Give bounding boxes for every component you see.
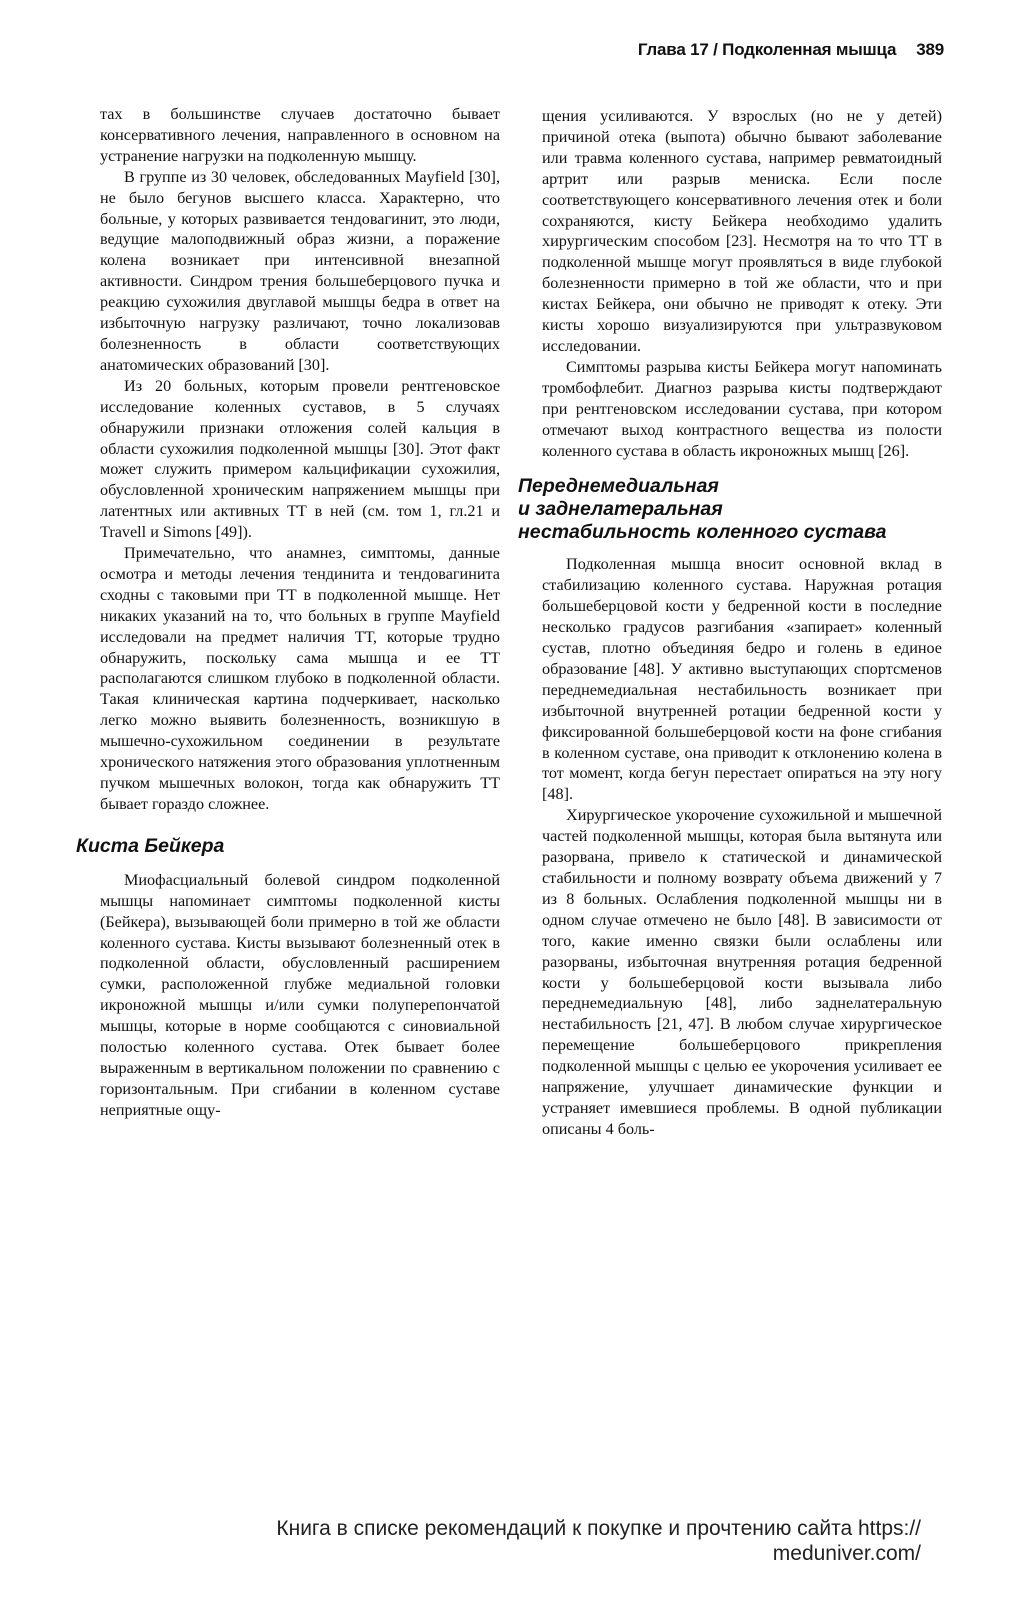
section-heading-baker-cyst: Киста Бейкера [76,834,225,857]
section-heading-knee-instability [518,475,942,544]
paragraph: Из 20 больных, которым провели рентгеновское исследование коленных суставов, в 5 случаях обнаружили признаки отложения солей кальция в области сухожилия подколенной мышцы [30]. Этот факт может служить примером кальцификации сухожилия, обусловленной хроническим напряжением мышцы при латентных или активных ТТ в ней (см. том 1, гл.21 и Travell и Simons [49]). [100,376,500,542]
page-header [580,40,944,60]
heading-line: Переднемедиальная [518,475,719,498]
paragraph: тах в большинстве случаев достаточно бывает консервативного лечения, направленного в основном на устранение нагрузки на подколенную мышцу. [100,105,500,165]
chapter-title: Глава 17 / Подколенная мышца [637,40,897,59]
paragraph: щения усиливаются. У взрослых (но не у детей) причиной отека (выпота) обычно бывают заболевание или травма коленного сустава, например ревматоидный артрит или разрыв мениска. Если после соответствующего консервативного лечения отек и боли сохраняются, кисту Бейкера необходимо удалить хирургическим способом [23]. Несмотря на то что ТТ в подколенной мышце могут проявляться в виде глубокой болезненности примерно в той же области, что и при кистах Бейкера, они обычно не приводят к отеку. Эти кисты хорошо визуализируются при ультразвуковом исследовании. [542,107,942,355]
page-number: 389 [916,40,944,59]
footer-watermark-note: Книга в списке рекомендаций к покупке и прочтению сайта https:// meduniver.com/ [276,1517,921,1565]
paragraph: В группе из 30 человек, обследованных Mayfield [30], не было бегунов высшего класса. Характерно, что больные, у которых развивается тендовагинит, это люди, ведущие малоподвижный образ жизни, а поражение колена возникает при интенсивной внезапной активности. Синдром трения большеберцового пучка и реакцию сухожилия двуглавой мышцы бедра в ответ на избыточную нагрузку различают, точно локализовав болезненность в области соответствующих анатомических образований [30]. [100,167,500,374]
heading-line: нестабильность коленного сустава [518,521,887,544]
heading-line: и заднелатеральная [518,498,723,521]
paragraph: Подколенная мышца вносит основной вклад в стабилизацию коленного сустава. Наружная ротация большеберцовой кости у бедренной кости в последние несколько градусов разгибания «запирает» коленный сустав, плотно объединяя бедро и голень в единое образование [48]. У активно выступающих спортсменов переднемедиальная нестабильность возникает при избыточной внутренней ротации бедренной кости у фиксированной большеберцовой кости на фоне сгибания в коленном суставе, она приводит к отклонению колена в тот момент, когда бегун перестает опираться на эту ногу [48]. [542,555,942,804]
right-column [518,106,942,1140]
paragraph: Хирургическое укорочение сухожильной и мышечной частей подколенной мышцы, которая была вытянута или разорвана, привело к статической и динамической стабильности и полному возврату объема движений у 7 из 8 больных. Ослабления подколенной мышцы ни в одном случае отмечено не было [48]. В зависимости от того, какие именно связки были ослаблены или разорваны, избыточная внутренняя ротация бедренной кости у большеберцовой кости вызывала либо переднемедиальную [48], либо заднелатеральную нестабильность [21, 47]. В любом случае хирургическое перемещение большеберцового прикрепления подколенной мышцы с целью ее укорочения усиливает ее напряжение, улучшает динамические функции и устраняет имевшиеся проблемы. В одной публикации описаны 4 боль- [542,806,942,1138]
paragraph: Миофасциальный болевой синдром подколенной мышцы напоминает симптомы подколенной кисты (Бейкера), вызывающей боли примерно в той же области коленного сустава. Кисты вызывают болезненный отек в подколенной области, обусловленный расширением сумки, расположенной глубже медиальной головки икроножной мышцы и/или сумки полуперепончатой мышцы, которые в норме сообщаются с синовиальной полостью коленного сустава. Отек бывает более выраженным в вертикальном положении по сравнению с горизонтальным. При сгибании в коленном суставе неприятные ощу- [100,870,500,1119]
paragraph: Примечательно, что анамнез, симптомы, данные осмотра и методы лечения тендинита и тендовагинита сходны с таковыми при ТТ в подколенной мышце. Нет никаких указаний на то, что больных в группе Mayfield исследовали на предмет наличия ТТ, которые трудно обнаружить, поскольку сама мышца и ее ТТ располагаются слишком глубоко в подколенной области. Такая клиническая картина подчеркивает, насколько легко можно выявить болезненность, возникшую в мышечно-сухожильном соединении в результате хронического натяжения этого образования уплотненным пучком мышечных волокон, тогда как обнаружить ТТ бывает гораздо сложнее. [100,544,500,813]
paragraph: Симптомы разрыва кисты Бейкера могут напоминать тромбофлебит. Диагноз разрыва кисты подтверждают при рентгеновском исследовании сустава, при котором отмечают выход контрастного вещества из полости коленного сустава в область икроножных мышц [26]. [542,357,942,460]
left-column [76,104,500,1121]
